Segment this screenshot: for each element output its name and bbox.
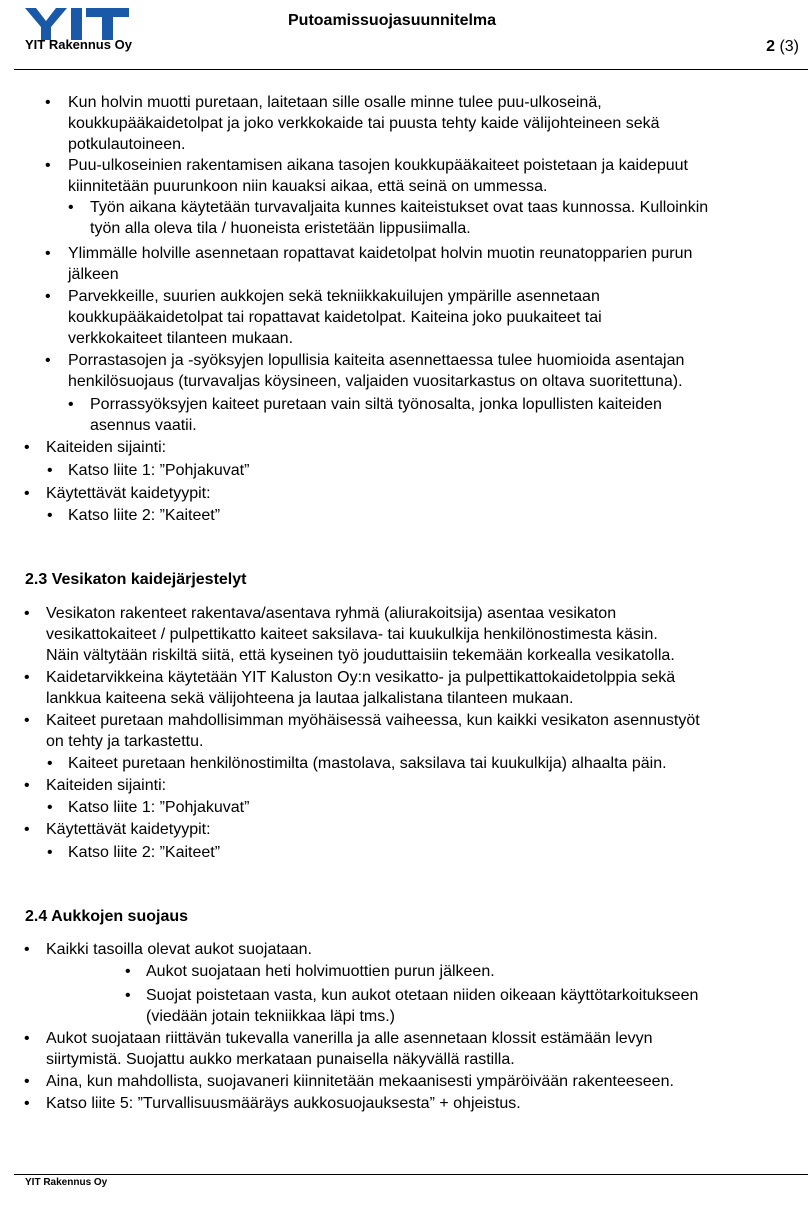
bullet-icon: • (45, 352, 51, 369)
bullet-icon: • (24, 605, 30, 622)
page-total: (3) (779, 38, 799, 55)
document-title: Putoamissuojasuunnitelma (288, 12, 497, 29)
bullet-icon: • (125, 987, 131, 1004)
bullet-icon: • (45, 94, 51, 111)
bullet-icon: • (24, 1030, 30, 1047)
bullet-icon: • (45, 288, 51, 305)
bullet-icon: • (47, 799, 53, 816)
bullet-icon: • (24, 821, 30, 838)
bullet-icon: • (47, 755, 53, 772)
bullet-icon: • (24, 712, 30, 729)
bullet-icon: • (24, 439, 30, 456)
bullet-icon: • (24, 669, 30, 686)
company-name: YIT Rakennus Oy (25, 37, 132, 52)
bullet-icon: • (24, 777, 30, 794)
bullet-icon: • (68, 199, 74, 216)
bullet-icon: • (47, 507, 53, 524)
bullet-icon: • (125, 963, 131, 980)
page-current: 2 (766, 38, 775, 55)
header-divider (14, 69, 808, 70)
bullet-icon: • (47, 844, 53, 861)
yit-logo (25, 8, 135, 40)
footer-company: YIT Rakennus Oy (25, 1177, 108, 1188)
bullet-icon: • (24, 1095, 30, 1112)
bullet-icon: • (68, 396, 74, 413)
bullet-icon: • (45, 245, 51, 262)
bullet-icon: • (24, 1073, 30, 1090)
bullet-icon: • (45, 157, 51, 174)
page-number (766, 38, 799, 56)
section-heading: 2.3 Vesikaton kaidejärjestelyt (25, 571, 247, 588)
bullet-icon: • (47, 462, 53, 479)
section-heading: 2.4 Aukkojen suojaus (25, 908, 189, 925)
footer-divider (14, 1174, 808, 1175)
bullet-icon: • (24, 485, 30, 502)
bullet-icon: • (24, 941, 30, 958)
